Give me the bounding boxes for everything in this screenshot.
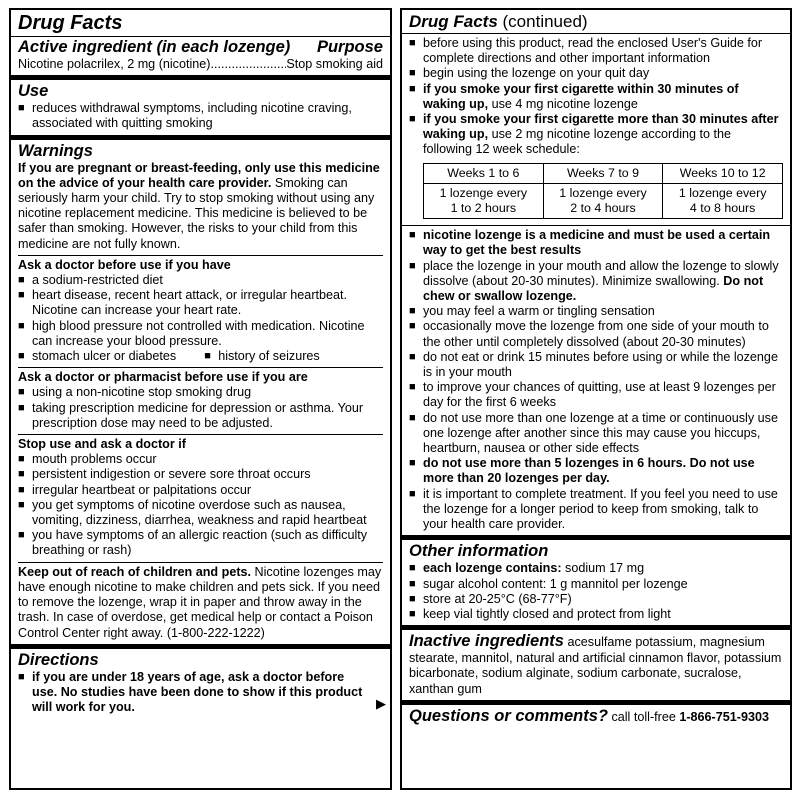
- list-item: ■ do not use more than one lozenge at a time or continuously use one lozenge after another since this may cause you hiccups, heartburn, nausea or other side effects: [409, 411, 783, 457]
- list-item: ■ heart disease, recent heart attack, or irregular heartbeat. Nicotine can increase your heart rate.: [18, 288, 383, 318]
- table-cell: 1 lozenge every 1 to 2 hours: [424, 183, 544, 218]
- directions-continued-section: [402, 10, 790, 540]
- list-item: ■ nicotine lozenge is a medicine and must be used a certain way to get the best results: [409, 228, 783, 258]
- list-item: ■ store at 20-25°C (68-77°F): [409, 592, 783, 607]
- list-item: ■ a sodium-restricted diet: [18, 273, 383, 288]
- list-item: ■ before using this product, read the enclosed User's Guide for complete directions and other important information: [409, 36, 783, 66]
- keep-out-of-reach-block: Keep out of reach of children and pets. Nicotine lozenges may have enough nicotine to make children and pets sick. If you need to remove the lozenge, wrap it in paper and throw away in the trash. In case of overdose, get medical help or contact a Poison Control Center right away. (1-800-222-1222): [18, 562, 383, 641]
- list-item: ■ irregular heartbeat or palpitations occur: [18, 483, 383, 498]
- list-item: ■ do not use more than 5 lozenges in 6 hours. Do not use more than 20 lozenges per day.: [409, 456, 783, 486]
- active-ingredient-row: [18, 57, 383, 72]
- questions-section: Questions or comments? call toll-free 1-866-751-9303: [409, 706, 769, 725]
- warnings-section: [11, 140, 390, 649]
- active-ingredient-name: Nicotine polacrilex, 2 mg (nicotine): [18, 57, 211, 71]
- ask-doctor-block: [18, 255, 383, 364]
- active-ingredient-section: [11, 10, 390, 80]
- directions-section: [11, 649, 390, 719]
- active-ingredient-purpose: Stop smoking aid: [286, 57, 383, 71]
- inactive-ingredients-text: acesulfame potassium, magnesium stearate, mannitol, natural and artificial cinnamon flavor, potassium bicarbonate, sodium alginate, sodium carbonate, sucralose, xanthan gum: [409, 635, 782, 696]
- list-item: ■ begin using the lozenge on your quit day: [409, 66, 783, 81]
- list-item: ■ sugar alcohol content: 1 g mannitol per lozenge: [409, 577, 783, 592]
- pregnancy-warning: If you are pregnant or breast-feeding, only use this medicine on the advice of your health care provider. Smoking can seriously harm your child. Try to stop smoking without using any nicotine replacement medicine. This medicine is believed to be safer than smoking. However, the risks to your child from this medicine are not fully known.: [18, 160, 380, 251]
- list-item: ■ keep vial tightly closed and protect from light: [409, 607, 783, 622]
- list-item: ■ to improve your chances of quitting, use at least 9 lozenges per day for the first 6 weeks: [409, 380, 783, 410]
- list-item: ■ it is important to complete treatment. If you feel you need to use the lozenge for a longer period to keep from smoking, talk to your health care provider.: [409, 487, 783, 533]
- list-item: ■ place the lozenge in your mouth and allow the lozenge to slowly dissolve (about 20-30 minutes). Minimize swallowing. Do not chew or swallow lozenge.: [409, 259, 783, 305]
- use-item: ■ reduces withdrawal symptoms, including nicotine craving, associated with quitting smoking: [18, 101, 383, 131]
- continue-arrow-icon: ▶: [376, 696, 386, 712]
- drug-facts-panel-left: [9, 8, 392, 790]
- list-item: ■ you may feel a warm or tingling sensation: [409, 304, 783, 319]
- list-item: ■ each lozenge contains: sodium 17 mg: [409, 561, 783, 576]
- list-item: ■ using a non-nicotine stop smoking drug: [18, 385, 383, 400]
- drug-facts-panel-right: [400, 8, 792, 790]
- table-header: Weeks 7 to 9: [543, 163, 663, 183]
- use-heading: Use: [18, 82, 49, 101]
- list-item: ■ do not eat or drink 15 minutes before using or while the lozenge is in your mouth: [409, 350, 783, 380]
- questions-heading: Questions or comments?: [409, 706, 608, 725]
- directions-heading: Directions: [18, 650, 99, 669]
- list-item: ■ you have symptoms of an allergic reaction (such as difficulty breathing or rash): [18, 528, 383, 558]
- table-header: Weeks 1 to 6: [424, 163, 544, 183]
- inactive-ingredients-section: [402, 630, 790, 705]
- list-item: ■ taking prescription medicine for depression or asthma. Your prescription dose may need to be adjusted.: [18, 401, 383, 431]
- list-item: ■ persistent indigestion or severe sore throat occurs: [18, 467, 383, 482]
- table-cell: 1 lozenge every 4 to 8 hours: [663, 183, 783, 218]
- ask-pharmacist-heading: Ask a doctor or pharmacist before use if you are: [18, 370, 308, 385]
- phone-number: 1-866-751-9303: [679, 709, 769, 724]
- inactive-ingredients-heading: Inactive ingredients: [409, 632, 564, 651]
- list-item: ■ if you smoke your first cigarette within 30 minutes of waking up, use 4 mg nicotine lozenge: [409, 82, 783, 112]
- list-item: ■ mouth problems occur: [18, 452, 383, 467]
- list-item: ■ stomach ulcer or diabetes: [18, 349, 176, 364]
- panel-title: Drug Facts: [18, 12, 123, 34]
- ask-doctor-heading: Ask a doctor before use if you have: [18, 257, 231, 272]
- ask-pharmacist-block: [18, 367, 383, 431]
- list-item: ■ you get symptoms of nicotine overdose such as nausea, vomiting, dizziness, diarrhea, weakness and rapid heartbeat: [18, 498, 383, 528]
- list-item: ■ occasionally move the lozenge from one side of your mouth to the other until completely dissolved (about 20-30 minutes): [409, 319, 783, 349]
- use-section: [11, 80, 390, 139]
- warnings-heading: Warnings: [18, 141, 93, 160]
- panel-title-continued: Drug Facts (continued): [409, 12, 588, 31]
- table-cell: 1 lozenge every 2 to 4 hours: [543, 183, 663, 218]
- list-item: ■ high blood pressure not controlled with medication. Nicotine can increase your blood pressure.: [18, 319, 383, 349]
- list-item: ■ history of seizures: [204, 349, 320, 364]
- stop-use-heading: Stop use and ask a doctor if: [18, 437, 186, 452]
- table-header: Weeks 10 to 12: [663, 163, 783, 183]
- dosing-schedule-table: [423, 163, 783, 220]
- active-ingredient-heading: Active ingredient (in each lozenge): [18, 38, 291, 56]
- other-information-section: [402, 540, 790, 630]
- directions-item: ■ if you are under 18 years of age, ask a doctor before use. No studies have been done to show if this product will work for you.: [18, 670, 383, 716]
- other-information-heading: Other information: [409, 542, 549, 561]
- stop-use-block: [18, 434, 383, 559]
- list-item: ■ if you smoke your first cigarette more than 30 minutes after waking up, use 2 mg nicotine lozenge according to the following 12 week schedule:: [409, 112, 783, 158]
- purpose-heading: Purpose: [316, 38, 383, 56]
